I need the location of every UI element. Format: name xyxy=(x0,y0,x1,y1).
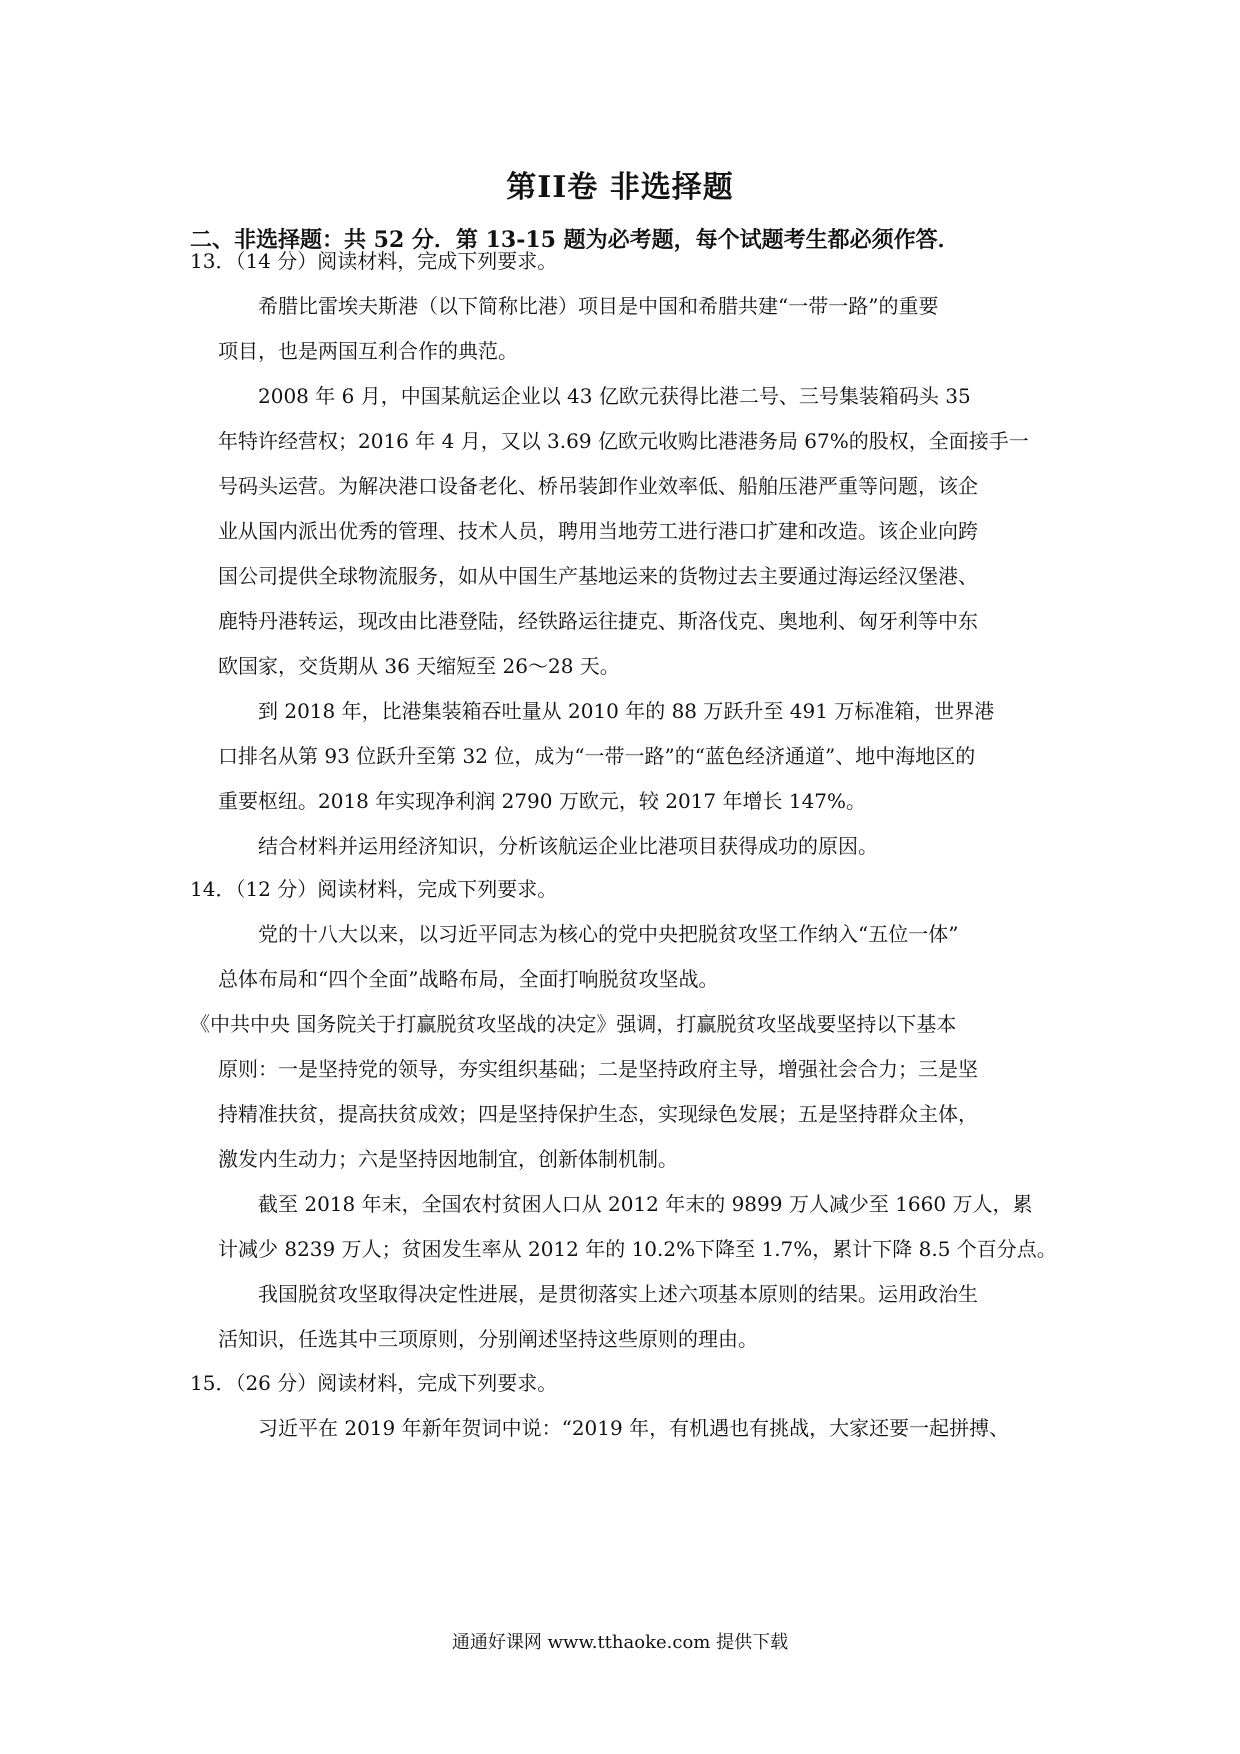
question-13-line: 号码头运营。为解决港口设备老化、桥吊装卸作业效率低、船舶压港严重等问题，该企 xyxy=(218,474,978,498)
question-14-prompt: 活知识，任选其中三项原则，分别阐述坚持这些原则的理由。 xyxy=(218,1327,758,1351)
question-14-line: 原则：一是坚持党的领导，夯实组织基础；二是坚持政府主导，增强社会合力；三是坚 xyxy=(218,1057,978,1081)
page-footer: 通通好课网 www.tthaoke.com 提供下载 xyxy=(451,1632,789,1653)
page-title: 第II卷 非选择题 xyxy=(506,170,734,205)
question-13-line: 项目，也是两国互利合作的典范。 xyxy=(218,339,518,363)
question-13-line: 鹿特丹港转运，现改由比港登陆，经铁路运往捷克、斯洛伐克、奥地利、匈牙利等中东 xyxy=(218,609,978,633)
question-13-line: 重要枢纽。2018 年实现净利润 2790 万欧元，较 2017 年增长 147%。 xyxy=(218,789,867,813)
question-13-line: 2008 年 6 月，中国某航运企业以 43 亿欧元获得比港二号、三号集装箱码头 35 xyxy=(258,384,971,408)
question-15-header: 15．（26 分）阅读材料，完成下列要求。 xyxy=(190,1371,558,1395)
question-14-line: 持精准扶贫，提高扶贫成效；四是坚持保护生态，实现绿色发展；五是坚持群众主体， xyxy=(218,1102,978,1126)
question-14-header: 14．（12 分）阅读材料，完成下列要求。 xyxy=(190,877,558,901)
question-13-line: 业从国内派出优秀的管理、技术人员，聘用当地劳工进行港口扩建和改造。该企业向跨 xyxy=(218,519,978,543)
question-13-line: 欧国家，交货期从 36 天缩短至 26～28 天。 xyxy=(218,654,620,678)
question-13-line: 国公司提供全球物流服务，如从中国生产基地运来的货物过去主要通过海运经汉堡港、 xyxy=(218,564,978,588)
question-13-line: 口排名从第 93 位跃升至第 32 位，成为“一带一路”的“蓝色经济通道”、地中海地区的 xyxy=(218,744,976,768)
question-14-line: 激发内生动力；六是坚持因地制宜，创新体制机制。 xyxy=(218,1147,678,1171)
question-14-line: 总体布局和“四个全面”战略布局，全面打响脱贫攻坚战。 xyxy=(218,967,719,991)
question-14-line: 截至 2018 年末，全国农村贫困人口从 2012 年末的 9899 万人减少至 1660 万人，累 xyxy=(258,1192,1033,1216)
question-14-prompt: 我国脱贫攻坚取得决定性进展，是贯彻落实上述六项基本原则的结果。运用政治生 xyxy=(258,1282,978,1306)
section-heading: 二、非选择题：共 52 分．第 13-15 题为必考题，每个试题考生都必须作答． xyxy=(190,227,960,253)
question-13-header: 13．（14 分）阅读材料，完成下列要求。 xyxy=(190,249,558,273)
question-14-line: 《中共中央 国务院关于打赢脱贫攻坚战的决定》强调，打赢脱贫攻坚战要坚持以下基本 xyxy=(190,1012,957,1036)
question-13-line: 年特许经营权；2016 年 4 月，又以 3.69 亿欧元收购比港港务局 67%的股权，全面接手一 xyxy=(218,429,1029,453)
question-13-line: 到 2018 年，比港集装箱吞吐量从 2010 年的 88 万跃升至 491 万标准箱，世界港 xyxy=(258,699,995,723)
question-15-line: 习近平在 2019 年新年贺词中说：“2019 年，有机遇也有挑战，大家还要一起拼搏、 xyxy=(258,1416,1010,1440)
question-13-prompt: 结合材料并运用经济知识，分析该航运企业比港项目获得成功的原因。 xyxy=(258,834,878,858)
question-14-line: 计减少 8239 万人；贫困发生率从 2012 年的 10.2%下降至 1.7%，累计下降 8.5 个百分点。 xyxy=(218,1237,1057,1261)
question-14-line: 党的十八大以来，以习近平同志为核心的党中央把脱贫攻坚工作纳入“五位一体” xyxy=(258,922,959,946)
question-13-line: 希腊比雷埃夫斯港（以下简称比港）项目是中国和希腊共建“一带一路”的重要 xyxy=(258,294,939,318)
